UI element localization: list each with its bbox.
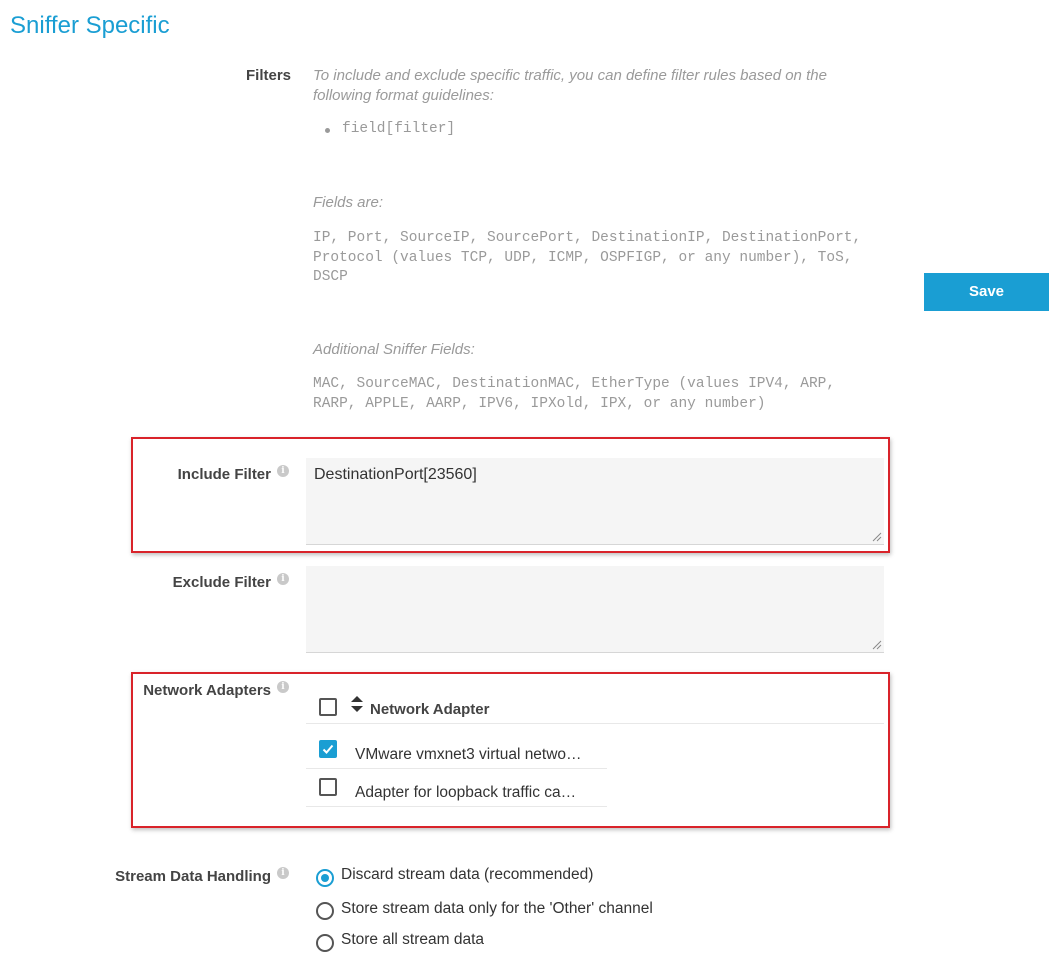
include-filter-value: DestinationPort[23560] — [314, 466, 477, 483]
radio-store-other-channel-label[interactable]: Store stream data only for the 'Other' channel — [341, 900, 653, 917]
stream-data-label: Stream Data Handling — [115, 868, 271, 885]
info-icon: i — [277, 573, 289, 585]
radio-store-all-label[interactable]: Store all stream data — [341, 931, 485, 948]
save-button[interactable]: Save — [924, 273, 1049, 311]
column-header-network-adapter[interactable]: Network Adapter — [370, 701, 490, 718]
bullet-icon — [325, 128, 330, 133]
additional-heading: Additional Sniffer Fields: — [313, 341, 475, 358]
adapter-row-1-checkbox[interactable] — [319, 740, 337, 758]
header-divider — [306, 723, 884, 724]
resize-grip-icon[interactable] — [872, 640, 882, 650]
radio-discard-stream-label[interactable]: Discard stream data (recommended) — [341, 866, 594, 883]
fields-heading: Fields are: — [313, 194, 384, 211]
adapter-row-2-label: Adapter for loopback traffic ca… — [355, 784, 577, 801]
adapter-row-1-label: VMware vmxnet3 virtual netwo… — [355, 746, 582, 763]
include-filter-label: Include Filter — [177, 466, 271, 483]
include-filter-input[interactable] — [306, 458, 884, 545]
row-divider — [306, 806, 607, 807]
radio-store-other-channel[interactable] — [316, 902, 334, 920]
filters-label: Filters — [245, 67, 291, 84]
info-icon: i — [277, 681, 289, 693]
network-adapters-label: Network Adapters — [143, 682, 271, 699]
additional-list: MAC, SourceMAC, DestinationMAC, EtherType (values IPV4, ARP, RARP, APPLE, AARP, IPV6, IPXold, IPX, or any number) — [313, 376, 836, 412]
adapter-row-2-checkbox[interactable] — [319, 778, 337, 796]
filters-format-item: field[filter] — [342, 121, 456, 137]
row-divider — [306, 768, 607, 769]
fields-list: IP, Port, SourceIP, SourcePort, DestinationIP, DestinationPort, Protocol (values TCP, UDP, ICMP, OSPFIGP, or any number), ToS, DSCP — [313, 230, 862, 285]
resize-grip-icon[interactable] — [872, 532, 882, 542]
info-icon: i — [277, 465, 289, 477]
sort-icon[interactable] — [350, 695, 364, 713]
exclude-filter-input[interactable] — [306, 566, 884, 653]
section-title: Sniffer Specific — [10, 12, 170, 39]
select-all-checkbox[interactable] — [319, 698, 337, 716]
info-icon: i — [277, 867, 289, 879]
radio-store-all[interactable] — [316, 934, 334, 952]
check-icon — [322, 743, 334, 755]
radio-discard-stream[interactable] — [316, 869, 334, 887]
exclude-filter-label: Exclude Filter — [172, 574, 271, 591]
filters-intro: To include and exclude specific traffic, you can define filter rules based on the following format guidelines: — [313, 67, 827, 104]
